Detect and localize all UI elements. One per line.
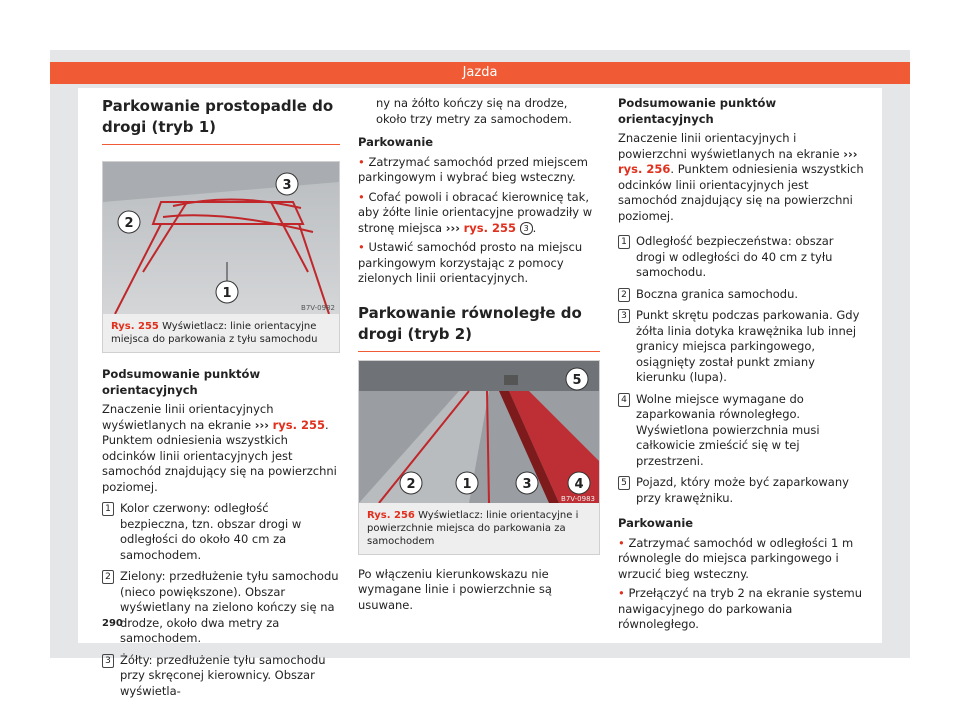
numbered-list-2 [618,234,864,506]
xref-arrow: ››› [445,220,460,235]
figure-256-code: B7V-0983 [561,494,595,503]
bullet-text: Ustawić samochód prosto na miejscu parkingowym korzystając z pomocy zielonych linii orientacyjnych. [358,240,583,285]
summary-text-a: Znaczenie linii orientacyjnych wyświetlanych na ekranie [102,402,274,432]
callout-2-label: 2 [124,216,134,231]
xref-arrow: ››› [843,146,858,161]
list-item [618,308,864,386]
xref-rys-256[interactable]: rys. 256 [618,162,671,176]
bullet-2 [618,586,864,633]
list-item [618,287,864,303]
bullet-text: Przełączyć na tryb 2 na ekranie systemu nawigacyjnego do parkowania równoległego. [618,586,863,631]
bullet-3 [358,240,600,287]
bullet-icon: • [618,535,629,550]
item-number-badge: 3 [102,654,114,668]
list-item [102,569,340,647]
item-text: Pojazd, który może być zaparkowany przy krawężniku. [636,475,849,505]
summary-text-b: . Punktem odniesienia wszystkich odcinków linii orientacyjnych jest samochód znajdujący się na powierzchni poziomej. [102,417,337,494]
summary-title-1: Podsumowanie punktów orientacyjnych [102,367,261,397]
item-text: Odległość bezpieczeństwa: obszar drogi w odległości do 40 cm z tyłu samochodu. [636,234,834,279]
item-text: Kolor czerwony: odległość bezpieczna, tzn. obszar drogi w odległości do około 40 cm za samochodem. [120,501,302,562]
bullet-icon: • [358,240,369,254]
bullet-text: Zatrzymać samochód przed miejscem parkingowym i wybrać bieg wsteczny. [358,154,588,184]
callout-1-label: 1 [462,476,472,492]
item-number-badge: 2 [102,570,114,584]
list-item [618,392,864,470]
item-number-badge: 1 [102,502,114,516]
figure-256-number: Rys. 256 [367,509,415,521]
section-header: Jazda [50,62,910,84]
callout-5-label: 5 [572,372,582,388]
column-1 [102,96,340,705]
list-item [618,234,864,281]
figure-255-caption-text: Wyświetlacz: linie orientacyjne miejsca do parkowania z tyłu samochodu [111,321,318,345]
after-figure-text: Po włączeniu kierunkowskazu nie wymagane linie i powierzchnie są usuwane. [358,566,552,612]
figure-255 [102,161,340,353]
figure-256 [358,360,600,555]
xref-rys-255[interactable]: rys. 255 [463,220,516,235]
figure-256-caption [359,503,599,554]
continued-text: ny na żółto kończy się na drodze, około trzy metry za samochodem. [376,96,572,126]
figure-255-caption [103,314,339,352]
item-text: Boczna granica samochodu. [636,286,799,301]
figure-255-code: B7V-0982 [301,304,335,312]
callout-1-label: 1 [222,286,232,301]
summary-text-a: Znaczenie linii orientacyjnych i powierzchni wyświetlanych na ekranie [618,131,840,161]
item-number-badge: 4 [618,393,630,407]
item-text: Zielony: przedłużenie tyłu samochodu (nieco powiększone). Obszar wyświetlany na zielono kończy się na drodze, około dwa metry za samochodem. [120,569,339,645]
figure-256-caption-text: Wyświetlacz: linie orientacyjne i powierzchnie miejsca do parkowania za samochodem [367,509,579,547]
xref-rys-255[interactable]: rys. 255 [272,417,325,432]
list-item [618,475,864,506]
bullet-text: Zatrzymać samochód w odległości 1 m równolegle do miejsca parkingowego i wrzucić bieg wsteczny. [618,535,854,581]
item-text: Żółty: przedłużenie tyłu samochodu przy skręconej kierownicy. Obszar wyświetla- [120,652,326,698]
callout-ref-3: 3 [520,222,533,235]
callout-3-label: 3 [522,476,532,492]
figure-255-number: Rys. 255 [111,321,159,332]
bullet-text: Cofać powoli i obracać kierownicę tak, aby żółte linie orientacyjne prowadziły w stronę miejsca [358,189,593,235]
bullet-1 [358,155,600,186]
heading-perpendicular-parking: Parkowanie prostopadle do drogi (tryb 1) [102,96,340,145]
bullet-icon: • [358,189,369,204]
page-number: 290 [102,618,123,629]
callout-3-label: 3 [282,178,292,193]
callout-4-label: 4 [574,476,584,492]
parking-title-2: Parkowanie [618,516,694,530]
summary-text-b: . Punktem odniesienia wszystkich odcinków linii orientacyjnych jest samochód znajdujący się na powierzchni poziomej. [618,162,864,223]
bullet-1 [618,536,864,583]
bullet-2: • Cofać powoli i obracać kierownicę tak, aby żółte linie orientacyjne prowadziły w stronę miejsca ››› rys. 255 3 . [358,189,593,235]
bullet-icon: • [618,586,629,600]
column-3 [618,96,864,633]
summary-paragraph-2 [618,131,864,224]
item-number-badge: 1 [618,235,630,249]
figure-255-image [103,162,339,314]
item-text: Punkt skrętu podczas parkowania. Gdy żółta linia dotyka krawężnika lub innej granicy miejsca parkingowego, osiągnięty został punkt zmiany kierunku (lupa). [636,308,860,384]
summary-paragraph-1 [102,402,340,495]
callout-2-label: 2 [406,476,416,492]
bullet-icon: • [358,154,369,169]
summary-title-2: Podsumowanie punktów orientacyjnych [618,96,777,126]
item-number-badge: 5 [618,476,630,490]
item-text: Wolne miejsce wymagane do zaparkowania równoległego. Wyświetlona powierzchnia musi całkowicie zmieścić się w tej przestrzeni. [636,391,820,468]
item-number-badge: 2 [618,288,630,302]
figure-256-image [359,361,599,503]
column-2 [358,96,600,613]
item-number-badge: 3 [618,309,630,323]
list-item [102,653,340,700]
list-item [102,501,340,563]
xref-arrow: ››› [254,417,269,432]
parking-title-1: Parkowanie [358,135,434,149]
numbered-list-1 [102,501,340,699]
heading-parallel-parking: Parkowanie równoległe do drogi (tryb 2) [358,303,600,352]
